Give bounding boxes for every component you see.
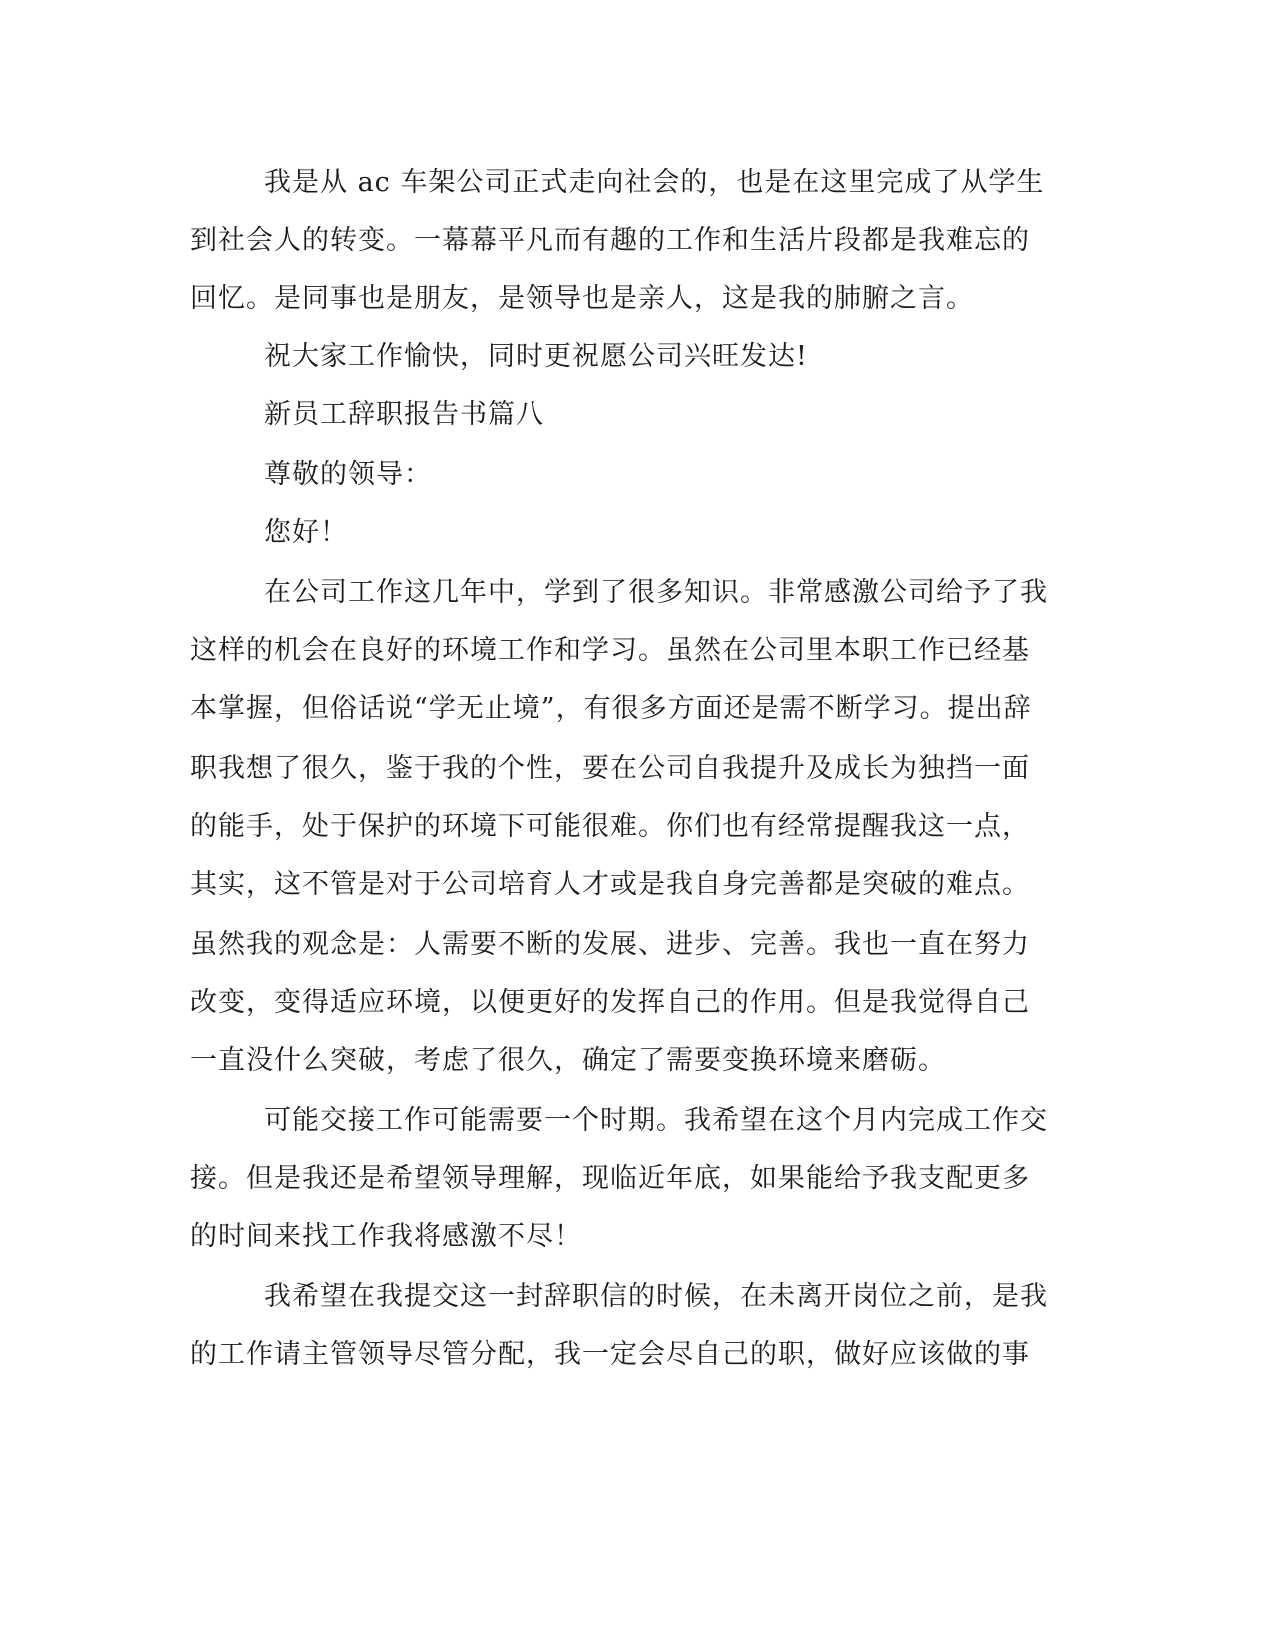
- salutation: 尊敬的领导：: [264, 459, 432, 490]
- paragraph-line: 的时间来找工作我将感激不尽！: [190, 1221, 582, 1252]
- paragraph-line: 可能交接工作可能需要一个时期。我希望在这个月内完成工作交: [264, 1105, 1048, 1136]
- paragraph-line: 在公司工作这几年中，学到了很多知识。非常感激公司给予了我: [264, 577, 1048, 608]
- paragraph-line: 的工作请主管领导尽管分配，我一定会尽自己的职，做好应该做的事: [190, 1339, 1030, 1370]
- paragraph-line: 祝大家工作愉快，同时更祝愿公司兴旺发达!: [264, 341, 808, 372]
- paragraph-line: 改变，变得适应环境，以便更好的发挥自己的作用。但是我觉得自己: [190, 987, 1030, 1018]
- paragraph-line: 我是从 ac 车架公司正式走向社会的，也是在这里完成了从学生: [264, 167, 1045, 198]
- paragraph-line: 的能手，处于保护的环境下可能很难。你们也有经常提醒我这一点，: [190, 811, 1030, 842]
- paragraph-line: 回忆。是同事也是朋友，是领导也是亲人，这是我的肺腑之言。: [190, 283, 974, 314]
- paragraph-line: 接。但是我还是希望领导理解，现临近年底，如果能给予我支配更多: [190, 1163, 1030, 1194]
- paragraph-line: 一直没什么突破，考虑了很久，确定了需要变换环境来磨砺。: [190, 1045, 946, 1076]
- section-heading: 新员工辞职报告书篇八: [264, 399, 544, 430]
- paragraph-line: 到社会人的转变。一幕幕平凡而有趣的工作和生活片段都是我难忘的: [190, 225, 1030, 256]
- greeting: 您好！: [264, 517, 348, 548]
- paragraph-line: 我希望在我提交这一封辞职信的时候，在未离开岗位之前，是我: [264, 1281, 1048, 1312]
- paragraph-line: 本掌握，但俗话说“学无止境”，有很多方面还是需不断学习。提出辞: [190, 693, 1032, 724]
- paragraph-line: 这样的机会在良好的环境工作和学习。虽然在公司里本职工作已经基: [190, 635, 1030, 666]
- paragraph-line: 虽然我的观念是：人需要不断的发展、进步、完善。我也一直在努力: [190, 929, 1030, 960]
- paragraph-line: 其实，这不管是对于公司培育人才或是我自身完善都是突破的难点。: [190, 869, 1030, 900]
- paragraph-line: 职我想了很久，鉴于我的个性，要在公司自我提升及成长为独挡一面: [190, 753, 1030, 784]
